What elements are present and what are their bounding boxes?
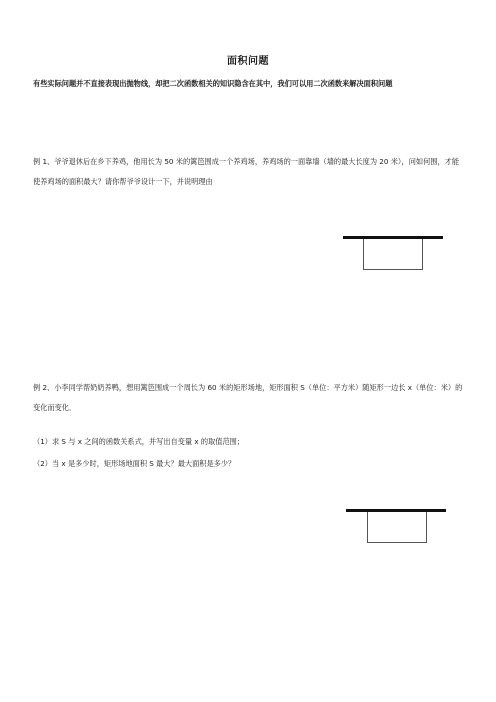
page-title: 面积问题 xyxy=(227,56,269,67)
example-2-question-2: （2）当 x 是多少时，矩形场地面积 S 最大？最大面积是多少？ xyxy=(33,459,236,468)
fence-rectangle xyxy=(363,239,423,270)
intro-paragraph: 有些实际问题并不直接表现出抛物线，却把二次函数相关的知识隐含在其中，我们可以用二次函数来解决面积问题 xyxy=(33,79,393,88)
fence-rectangle xyxy=(367,512,427,543)
example-1-text: 例 1、爷爷退休后在乡下养鸡，他用长为 50 米的篱笆围成一个养鸡场，养鸡场的一面靠墙（墙的最大长度为 20 米），问如何围，才能使养鸡场的面积最大？请你帮爷爷设计一下，并说明理由 xyxy=(33,157,460,186)
example-2-question-1: （1）求 S 与 x 之间的函数关系式，并写出自变量 x 的取值范围； xyxy=(33,437,245,446)
example-2-text: 例 2、小李同学帮奶奶养鸭，想用篱笆围成一个周长为 60 米的矩形场地，矩形面积 S（单位：平方米）随矩形一边长 x（单位：米）的变化而变化． xyxy=(33,383,463,412)
